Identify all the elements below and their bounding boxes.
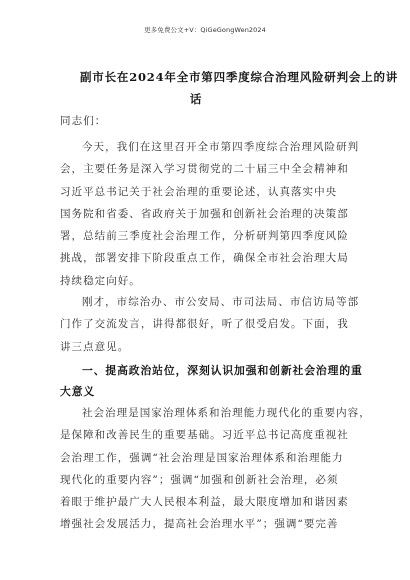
paragraph-line: 今天，我们在这里召开全市第四季度综合治理风险研判 (82, 141, 360, 153)
section-heading-1 (60, 360, 363, 402)
paragraph-line: 署，总结前三季度社会治理工作，分析研判第四季度风险 (60, 230, 349, 243)
paragraph-line: 会治理工作，强调“社会治理是国家治理体系和治理能力 (60, 451, 344, 464)
paragraph-line: 是保障和改善民生的重要基础。习近平总书记高度重视社 (60, 429, 349, 442)
title-line-2: 话 (189, 92, 203, 106)
paragraph-line: 挑战，部署安排下阶段重点工作，确保全市社会治理大局 (60, 252, 349, 265)
paragraph-1 (60, 136, 360, 292)
paragraph-line: 门作了交流发言，讲得都很好，听了很受启发。下面，我 (60, 318, 349, 331)
paragraph-line: 现代化的重要内容”；强调“加强和创新社会治理，必须 (60, 473, 339, 486)
paragraph-line: 讲三点意见。 (60, 340, 130, 353)
paragraph-line: 国务院和省委、省政府关于加强和创新社会治理的决策部 (60, 207, 349, 220)
paragraph-3 (60, 402, 371, 536)
paragraph-line: 习近平总书记关于社会治理的重要论述，认真落实中央 (60, 185, 338, 198)
title-line-1: 副市长在2024年全市第四季度综合治理风险研判会上的讲 (80, 70, 399, 84)
header-note: 更多免费公文+V：QiGeGongWen2024 (144, 26, 266, 34)
paragraph-line: 刚才，市综治办、市公安局、市司法局、市信访局等部 (82, 296, 360, 308)
paragraph-line: 会，主要任务是深入学习贯彻党的二十届三中全会精神和 (60, 163, 349, 176)
heading-line: 大意义 (60, 385, 96, 398)
paragraph-2 (60, 291, 360, 358)
paragraph-line: 增强社会发展活力，提高社会治理水平”；强调“要完善 (60, 518, 339, 531)
salutation: 同志们： (60, 115, 107, 127)
heading-line: 一、提高政治站位，深刻认识加强和创新社会治理的重 (82, 364, 363, 377)
paragraph-line: 持续稳定向好。 (60, 274, 141, 287)
document-title (80, 66, 399, 110)
paragraph-line: 着眼于维护最广大人民根本利益，最大限度增加和谐因素 (60, 496, 349, 509)
paragraph-line: 社会治理是国家治理体系和治理能力现代化的重要内容， (82, 407, 371, 419)
